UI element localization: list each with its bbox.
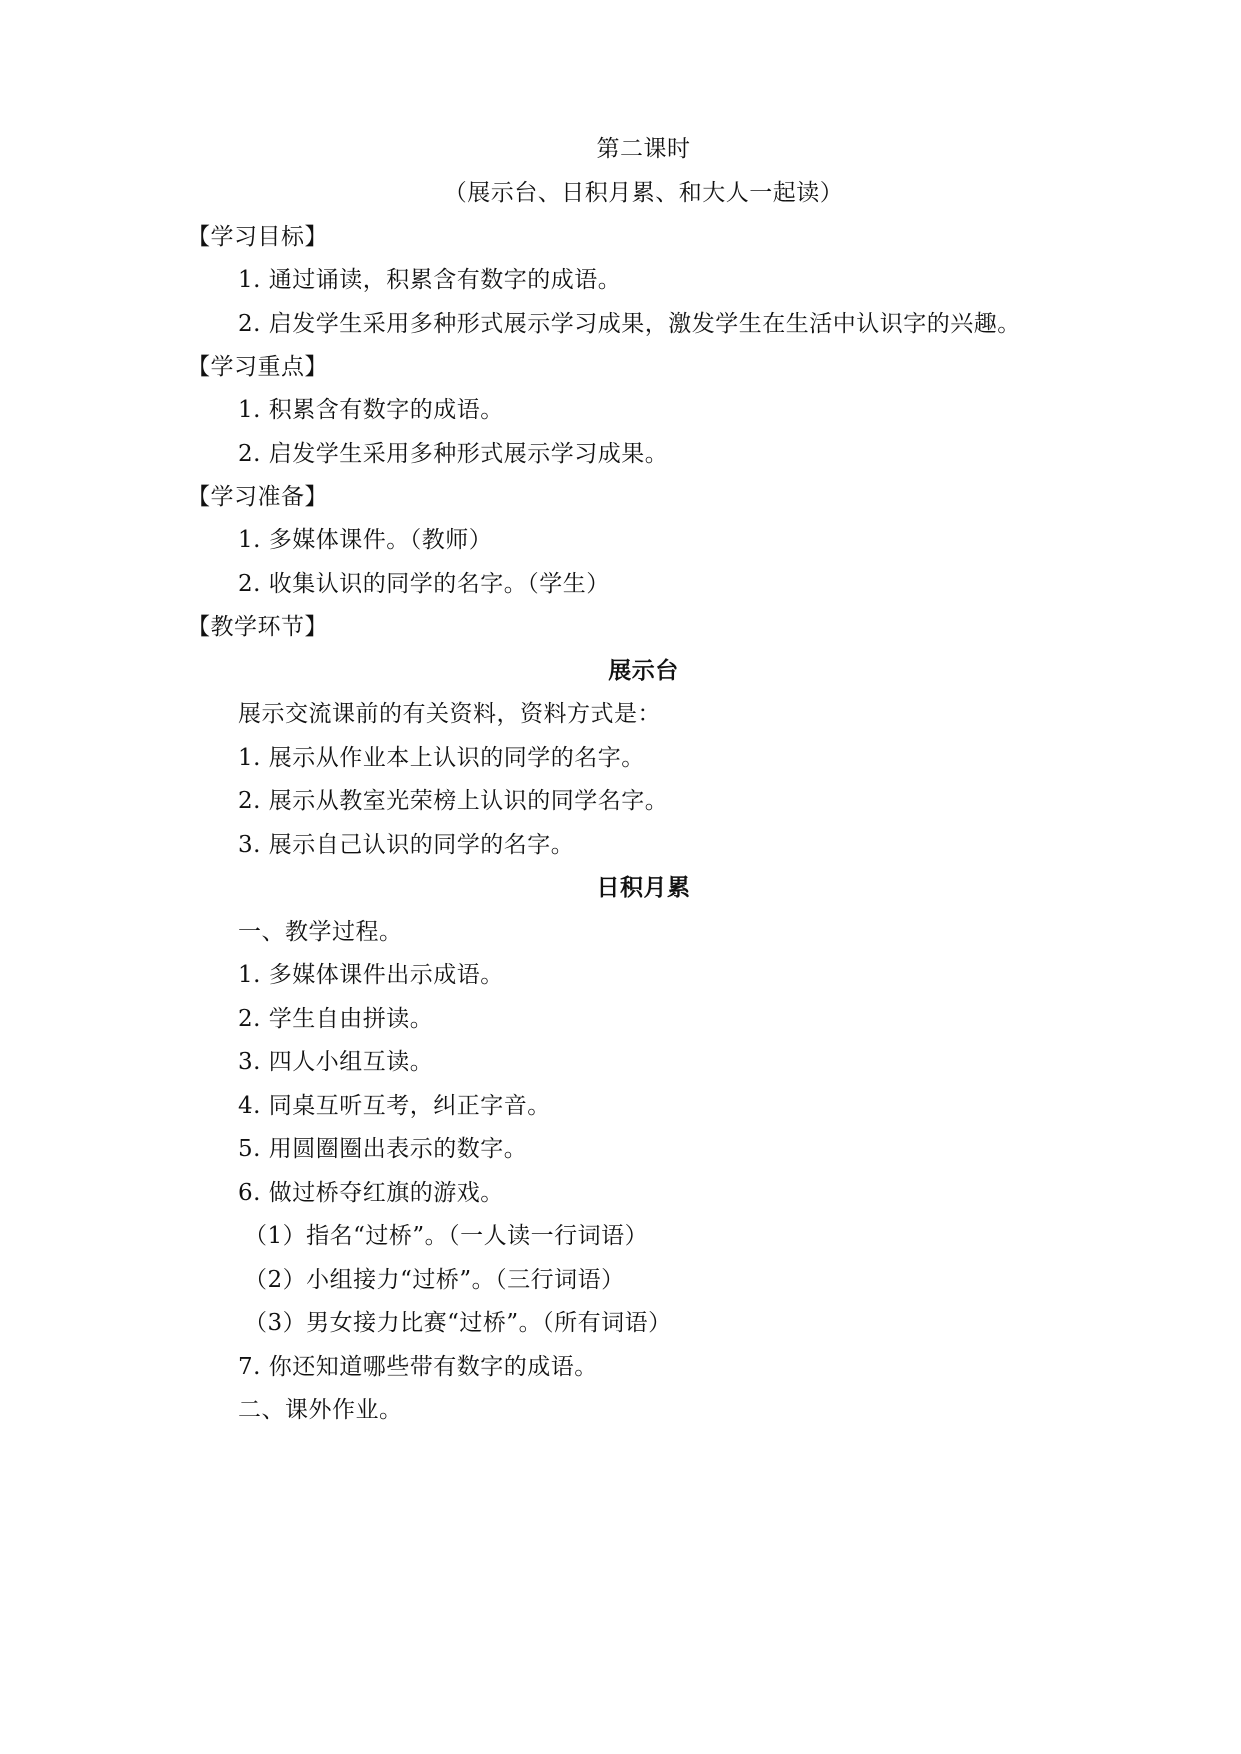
accumulation-part1: 一、教学过程。 [238, 919, 403, 945]
showcase-item: 1. 展示从作业本上认识的同学的名字。 [238, 745, 645, 771]
preparation-heading: 【学习准备】 [187, 484, 328, 510]
lesson-subtitle: （展示台、日积月累、和大人一起读） [443, 180, 844, 206]
teaching-heading: 【教学环节】 [187, 614, 328, 640]
game-item: （2）小组接力“过桥”。（三行词语） [244, 1267, 625, 1293]
accumulation-part2: 二、课外作业。 [238, 1397, 403, 1423]
goal-item: 1. 通过诵读，积累含有数字的成语。 [238, 267, 622, 293]
showcase-intro: 展示交流课前的有关资料，资料方式是： [238, 701, 661, 727]
accumulation-step: 5. 用圆圈圈出表示的数字。 [238, 1136, 528, 1162]
preparation-item: 1. 多媒体课件。（教师） [238, 527, 493, 553]
accumulation-step: 1. 多媒体课件出示成语。 [238, 962, 504, 988]
accumulation-step: 3. 四人小组互读。 [238, 1049, 434, 1075]
accumulation-step: 2. 学生自由拼读。 [238, 1006, 434, 1032]
showcase-item: 2. 展示从教室光荣榜上认识的同学名字。 [238, 788, 669, 814]
showcase-item: 3. 展示自己认识的同学的名字。 [238, 832, 575, 858]
lesson-title: 第二课时 [596, 136, 691, 162]
key-points-heading: 【学习重点】 [187, 354, 328, 380]
accumulation-title: 日积月累 [596, 875, 691, 901]
key-point-item: 1. 积累含有数字的成语。 [238, 397, 504, 423]
game-item: （3）男女接力比赛“过桥”。（所有词语） [244, 1310, 672, 1336]
goal-item: 2. 启发学生采用多种形式展示学习成果，激发学生在生活中认识字的兴趣。 [238, 311, 1021, 337]
key-point-item: 2. 启发学生采用多种形式展示学习成果。 [238, 441, 669, 467]
accumulation-step: 6. 做过桥夺红旗的游戏。 [238, 1180, 504, 1206]
game-item: （1）指名“过桥”。（一人读一行词语） [244, 1223, 649, 1249]
accumulation-step: 4. 同桌互听互考，纠正字音。 [238, 1093, 551, 1119]
accumulation-step: 7. 你还知道哪些带有数字的成语。 [238, 1354, 598, 1380]
showcase-title: 展示台 [608, 658, 679, 684]
preparation-item: 2. 收集认识的同学的名字。（学生） [238, 571, 610, 597]
goals-heading: 【学习目标】 [187, 224, 328, 250]
